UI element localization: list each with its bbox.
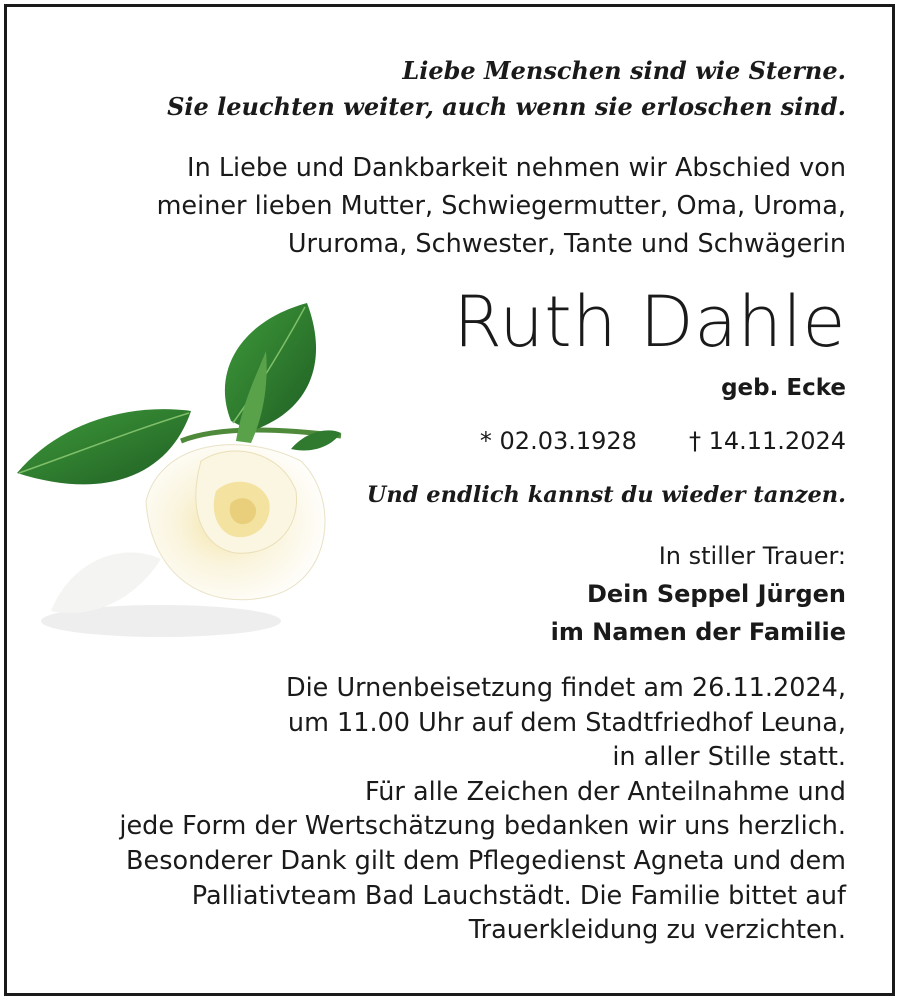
quote-line-2: Sie leuchten weiter, auch wenn sie erloschen sind. bbox=[167, 92, 846, 121]
death-date: † 14.11.2024 bbox=[688, 427, 846, 455]
quote-block bbox=[167, 53, 846, 125]
intro-line-3: Ururoma, Schwester, Tante und Schwägerin bbox=[287, 229, 846, 259]
notice-line-7: Palliativteam Bad Lauchstädt. Die Familie bittet auf bbox=[191, 880, 846, 911]
funeral-notice-text bbox=[119, 671, 846, 948]
notice-line-1: Die Urnenbeisetzung findet am 26.11.2024, bbox=[285, 673, 846, 703]
deceased-name: Ruth Dahle bbox=[453, 281, 846, 363]
mourners-line-2: im Namen der Familie bbox=[550, 618, 846, 646]
mourners-names bbox=[551, 575, 846, 651]
birth-date: * 02.03.1928 bbox=[479, 427, 637, 455]
motto: Und endlich kannst du wieder tanzen. bbox=[366, 482, 846, 508]
intro-line-1: In Liebe und Dankbarkeit nehmen wir Abschied von bbox=[187, 153, 846, 183]
white-rose-image bbox=[11, 291, 357, 651]
intro-line-2: meiner lieben Mutter, Schwiegermutter, Oma, Uroma, bbox=[156, 191, 846, 221]
quote-line-1: Liebe Menschen sind wie Sterne. bbox=[402, 56, 846, 85]
notice-line-3: in aller Stille statt. bbox=[612, 742, 846, 773]
notice-line-4: Für alle Zeichen der Anteilnahme und bbox=[364, 776, 846, 807]
intro-text bbox=[157, 149, 846, 263]
notice-line-2: um 11.00 Uhr auf dem Stadtfriedhof Leuna, bbox=[287, 707, 846, 738]
mourners-label: In stiller Trauer: bbox=[658, 542, 846, 570]
notice-line-5: jede Form der Wertschätzung bedanken wir uns herzlich. bbox=[119, 811, 846, 842]
notice-line-6: Besonderer Dank gilt dem Pflegedienst Agneta und dem bbox=[126, 845, 846, 876]
notice-line-8: Trauerkleidung zu verzichten. bbox=[468, 915, 846, 946]
mourners-line-1: Dein Seppel Jürgen bbox=[586, 580, 846, 608]
obituary-notice bbox=[4, 4, 895, 996]
maiden-name: geb. Ecke bbox=[721, 375, 846, 401]
life-dates bbox=[480, 421, 846, 461]
